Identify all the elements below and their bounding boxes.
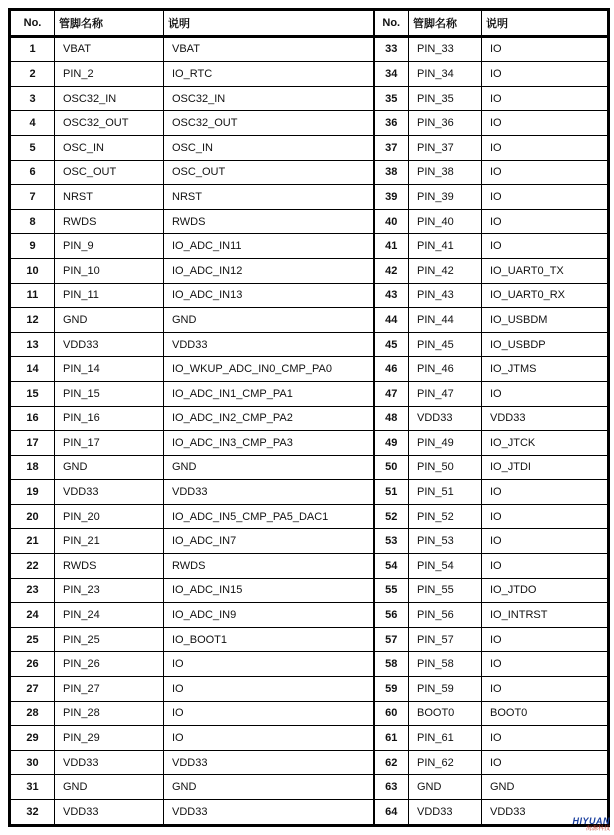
pin-description-right: IO_JTMS <box>482 357 609 382</box>
pin-name-right: PIN_49 <box>409 431 482 456</box>
pin-description-right: IO_JTDI <box>482 455 609 480</box>
pin-description-left: OSC_IN <box>164 135 374 160</box>
table-row <box>10 603 609 628</box>
table-row <box>10 234 609 259</box>
pin-name-right: PIN_58 <box>409 652 482 677</box>
pin-name-left: PIN_10 <box>55 258 164 283</box>
pin-number-right: 54 <box>374 554 409 579</box>
pin-description-left: IO_ADC_IN2_CMP_PA2 <box>164 406 374 431</box>
table-row <box>10 135 609 160</box>
pin-description-left: IO_ADC_IN7 <box>164 529 374 554</box>
table-row <box>10 677 609 702</box>
pin-name-right: VDD33 <box>409 800 482 826</box>
pin-name-right: PIN_54 <box>409 554 482 579</box>
pin-description-left: IO_ADC_IN9 <box>164 603 374 628</box>
pin-name-left: PIN_29 <box>55 726 164 751</box>
pin-description-left: GND <box>164 308 374 333</box>
header-name-left: 管脚名称 <box>55 10 164 37</box>
table-row <box>10 406 609 431</box>
table-row <box>10 529 609 554</box>
pin-number-right: 61 <box>374 726 409 751</box>
pin-description-right: IO <box>482 111 609 136</box>
pin-number-left: 29 <box>10 726 55 751</box>
table-row <box>10 578 609 603</box>
table-row <box>10 332 609 357</box>
pin-number-right: 46 <box>374 357 409 382</box>
pin-number-right: 60 <box>374 701 409 726</box>
pin-name-left: PIN_2 <box>55 62 164 87</box>
pin-number-left: 24 <box>10 603 55 628</box>
pin-number-left: 1 <box>10 36 55 62</box>
logo-brand: HIYUAN <box>572 816 610 826</box>
pin-description-left: VBAT <box>164 36 374 62</box>
pin-description-right: IO <box>482 185 609 210</box>
pin-description-right: VDD33 <box>482 406 609 431</box>
pin-description-right: IO <box>482 652 609 677</box>
pin-name-left: RWDS <box>55 554 164 579</box>
pin-name-right: PIN_51 <box>409 480 482 505</box>
pin-description-right: IO <box>482 135 609 160</box>
pin-description-left: IO_ADC_IN5_CMP_PA5_DAC1 <box>164 504 374 529</box>
pin-number-right: 35 <box>374 86 409 111</box>
pin-number-left: 27 <box>10 677 55 702</box>
pin-number-right: 53 <box>374 529 409 554</box>
pin-table <box>8 8 610 827</box>
pin-description-right: IO <box>482 36 609 62</box>
pin-name-right: PIN_43 <box>409 283 482 308</box>
pin-name-left: PIN_27 <box>55 677 164 702</box>
pin-number-left: 4 <box>10 111 55 136</box>
pin-name-right: PIN_53 <box>409 529 482 554</box>
table-header-row <box>10 10 609 37</box>
pin-number-right: 57 <box>374 627 409 652</box>
header-no-left: No. <box>10 10 55 37</box>
table-row <box>10 800 609 826</box>
pin-description-right: GND <box>482 775 609 800</box>
pin-name-right: PIN_52 <box>409 504 482 529</box>
pin-name-right: PIN_38 <box>409 160 482 185</box>
table-row <box>10 209 609 234</box>
pin-name-left: PIN_14 <box>55 357 164 382</box>
table-row <box>10 111 609 136</box>
pin-description-right: BOOT0 <box>482 701 609 726</box>
pin-description-left: GND <box>164 775 374 800</box>
pin-name-right: PIN_44 <box>409 308 482 333</box>
pin-description-right: IO_JTCK <box>482 431 609 456</box>
pin-description-left: IO_BOOT1 <box>164 627 374 652</box>
pin-description-left: VDD33 <box>164 800 374 826</box>
pin-description-right: IO <box>482 554 609 579</box>
pin-name-right: PIN_42 <box>409 258 482 283</box>
table-row <box>10 308 609 333</box>
pin-number-left: 13 <box>10 332 55 357</box>
pin-number-right: 37 <box>374 135 409 160</box>
pin-description-left: IO <box>164 701 374 726</box>
pin-name-left: PIN_24 <box>55 603 164 628</box>
pin-description-left: IO_WKUP_ADC_IN0_CMP_PA0 <box>164 357 374 382</box>
table-row <box>10 431 609 456</box>
pin-number-left: 9 <box>10 234 55 259</box>
pin-description-left: IO <box>164 726 374 751</box>
pin-name-right: PIN_59 <box>409 677 482 702</box>
pin-number-left: 22 <box>10 554 55 579</box>
pin-name-left: OSC32_OUT <box>55 111 164 136</box>
pin-description-right: IO <box>482 750 609 775</box>
pin-name-left: PIN_20 <box>55 504 164 529</box>
pin-name-left: VDD33 <box>55 332 164 357</box>
pin-description-right: IO <box>482 480 609 505</box>
table-row <box>10 726 609 751</box>
pin-description-right: IO <box>482 209 609 234</box>
pin-number-right: 51 <box>374 480 409 505</box>
pin-name-left: GND <box>55 308 164 333</box>
pin-number-left: 2 <box>10 62 55 87</box>
pin-number-left: 3 <box>10 86 55 111</box>
pin-description-right: IO <box>482 529 609 554</box>
pin-description-right: IO_INTRST <box>482 603 609 628</box>
pin-name-right: PIN_47 <box>409 381 482 406</box>
pin-description-left: IO_ADC_IN1_CMP_PA1 <box>164 381 374 406</box>
table-row <box>10 652 609 677</box>
pin-name-right: PIN_62 <box>409 750 482 775</box>
pin-number-right: 59 <box>374 677 409 702</box>
table-row <box>10 381 609 406</box>
pin-name-left: PIN_25 <box>55 627 164 652</box>
pin-name-left: PIN_15 <box>55 381 164 406</box>
pin-number-right: 58 <box>374 652 409 677</box>
pin-number-right: 39 <box>374 185 409 210</box>
pin-number-left: 26 <box>10 652 55 677</box>
hiyuan-logo <box>572 817 610 833</box>
pin-name-left: GND <box>55 455 164 480</box>
table-row <box>10 627 609 652</box>
table-row <box>10 62 609 87</box>
pin-number-left: 31 <box>10 775 55 800</box>
pin-description-left: IO_ADC_IN12 <box>164 258 374 283</box>
pin-description-right: IO <box>482 160 609 185</box>
pin-description-left: IO_ADC_IN3_CMP_PA3 <box>164 431 374 456</box>
pin-name-left: PIN_9 <box>55 234 164 259</box>
pin-name-right: PIN_55 <box>409 578 482 603</box>
pin-name-right: VDD33 <box>409 406 482 431</box>
pin-number-right: 36 <box>374 111 409 136</box>
pin-description-right: VDD33 <box>482 800 609 826</box>
pin-number-right: 50 <box>374 455 409 480</box>
pin-description-right: IO <box>482 62 609 87</box>
pin-description-left: IO <box>164 677 374 702</box>
pin-number-right: 62 <box>374 750 409 775</box>
pin-description-left: RWDS <box>164 554 374 579</box>
table-row <box>10 357 609 382</box>
pin-name-left: VDD33 <box>55 800 164 826</box>
pin-number-left: 20 <box>10 504 55 529</box>
pin-description-right: IO <box>482 381 609 406</box>
pin-number-left: 18 <box>10 455 55 480</box>
pin-description-left: IO_ADC_IN11 <box>164 234 374 259</box>
table-row <box>10 775 609 800</box>
table-row <box>10 554 609 579</box>
pin-name-right: PIN_34 <box>409 62 482 87</box>
pin-description-right: IO <box>482 726 609 751</box>
pin-number-right: 38 <box>374 160 409 185</box>
pin-name-left: OSC32_IN <box>55 86 164 111</box>
pin-number-right: 33 <box>374 36 409 62</box>
pin-name-right: PIN_61 <box>409 726 482 751</box>
pin-number-right: 47 <box>374 381 409 406</box>
pin-description-left: VDD33 <box>164 332 374 357</box>
pin-description-right: IO <box>482 234 609 259</box>
pin-name-left: PIN_28 <box>55 701 164 726</box>
pin-table-container <box>8 8 607 827</box>
pin-name-left: PIN_21 <box>55 529 164 554</box>
pin-description-right: IO <box>482 504 609 529</box>
pin-name-right: PIN_39 <box>409 185 482 210</box>
pin-number-right: 43 <box>374 283 409 308</box>
pin-name-left: PIN_11 <box>55 283 164 308</box>
table-row <box>10 86 609 111</box>
pin-number-right: 40 <box>374 209 409 234</box>
pin-description-left: OSC32_IN <box>164 86 374 111</box>
pin-number-left: 19 <box>10 480 55 505</box>
pin-number-left: 12 <box>10 308 55 333</box>
pin-number-left: 17 <box>10 431 55 456</box>
pin-description-left: RWDS <box>164 209 374 234</box>
pin-table-body <box>10 36 609 825</box>
pin-name-left: NRST <box>55 185 164 210</box>
pin-number-left: 5 <box>10 135 55 160</box>
pin-number-right: 45 <box>374 332 409 357</box>
table-row <box>10 480 609 505</box>
pin-name-right: PIN_46 <box>409 357 482 382</box>
pin-description-left: VDD33 <box>164 750 374 775</box>
pin-number-right: 48 <box>374 406 409 431</box>
pin-name-right: PIN_56 <box>409 603 482 628</box>
pin-number-left: 28 <box>10 701 55 726</box>
pin-name-right: PIN_37 <box>409 135 482 160</box>
pin-name-left: OSC_IN <box>55 135 164 160</box>
logo-subtitle: 海源科技 <box>585 825 610 832</box>
pin-description-left: IO_ADC_IN15 <box>164 578 374 603</box>
pin-number-right: 63 <box>374 775 409 800</box>
table-row <box>10 750 609 775</box>
pin-description-left: NRST <box>164 185 374 210</box>
pin-description-right: IO <box>482 677 609 702</box>
pin-name-right: PIN_50 <box>409 455 482 480</box>
pin-number-left: 32 <box>10 800 55 826</box>
pin-name-right: PIN_41 <box>409 234 482 259</box>
pin-description-left: IO <box>164 652 374 677</box>
pin-description-left: VDD33 <box>164 480 374 505</box>
pin-name-right: PIN_40 <box>409 209 482 234</box>
pin-name-right: BOOT0 <box>409 701 482 726</box>
header-name-right: 管脚名称 <box>409 10 482 37</box>
table-row <box>10 455 609 480</box>
pin-description-right: IO_JTDO <box>482 578 609 603</box>
table-row <box>10 504 609 529</box>
pin-number-left: 10 <box>10 258 55 283</box>
pin-description-right: IO <box>482 627 609 652</box>
pin-number-left: 7 <box>10 185 55 210</box>
pin-name-left: GND <box>55 775 164 800</box>
pin-name-right: GND <box>409 775 482 800</box>
pin-name-right: PIN_33 <box>409 36 482 62</box>
pin-name-left: PIN_26 <box>55 652 164 677</box>
pin-name-right: PIN_36 <box>409 111 482 136</box>
pin-name-left: VDD33 <box>55 480 164 505</box>
pin-description-left: IO_ADC_IN13 <box>164 283 374 308</box>
pin-number-right: 41 <box>374 234 409 259</box>
pin-number-right: 52 <box>374 504 409 529</box>
pin-number-right: 34 <box>374 62 409 87</box>
pin-description-right: IO_USBDP <box>482 332 609 357</box>
pin-name-left: PIN_16 <box>55 406 164 431</box>
pin-number-left: 23 <box>10 578 55 603</box>
pin-number-right: 44 <box>374 308 409 333</box>
table-row <box>10 185 609 210</box>
pin-description-right: IO_USBDM <box>482 308 609 333</box>
pin-number-right: 56 <box>374 603 409 628</box>
pin-name-right: PIN_45 <box>409 332 482 357</box>
pin-name-left: VBAT <box>55 36 164 62</box>
pin-name-left: OSC_OUT <box>55 160 164 185</box>
pin-number-left: 16 <box>10 406 55 431</box>
pin-description-left: GND <box>164 455 374 480</box>
header-desc-right: 说明 <box>482 10 609 37</box>
pin-description-right: IO <box>482 86 609 111</box>
pin-name-left: PIN_23 <box>55 578 164 603</box>
pin-number-left: 21 <box>10 529 55 554</box>
pin-number-right: 49 <box>374 431 409 456</box>
pin-number-right: 64 <box>374 800 409 826</box>
pin-number-left: 15 <box>10 381 55 406</box>
pin-number-left: 8 <box>10 209 55 234</box>
header-no-right: No. <box>374 10 409 37</box>
pin-number-left: 30 <box>10 750 55 775</box>
pin-number-left: 14 <box>10 357 55 382</box>
pin-name-left: VDD33 <box>55 750 164 775</box>
pin-number-left: 6 <box>10 160 55 185</box>
table-row <box>10 160 609 185</box>
pin-number-right: 55 <box>374 578 409 603</box>
pin-name-right: PIN_35 <box>409 86 482 111</box>
table-row <box>10 701 609 726</box>
header-desc-left: 说明 <box>164 10 374 37</box>
pin-number-right: 42 <box>374 258 409 283</box>
pin-description-right: IO_UART0_RX <box>482 283 609 308</box>
pin-name-right: PIN_57 <box>409 627 482 652</box>
table-row <box>10 258 609 283</box>
pin-description-left: OSC_OUT <box>164 160 374 185</box>
table-row <box>10 283 609 308</box>
pin-description-left: OSC32_OUT <box>164 111 374 136</box>
pin-name-left: RWDS <box>55 209 164 234</box>
pin-number-left: 11 <box>10 283 55 308</box>
pin-number-left: 25 <box>10 627 55 652</box>
pin-description-right: IO_UART0_TX <box>482 258 609 283</box>
pin-name-left: PIN_17 <box>55 431 164 456</box>
pin-description-left: IO_RTC <box>164 62 374 87</box>
table-row <box>10 36 609 62</box>
